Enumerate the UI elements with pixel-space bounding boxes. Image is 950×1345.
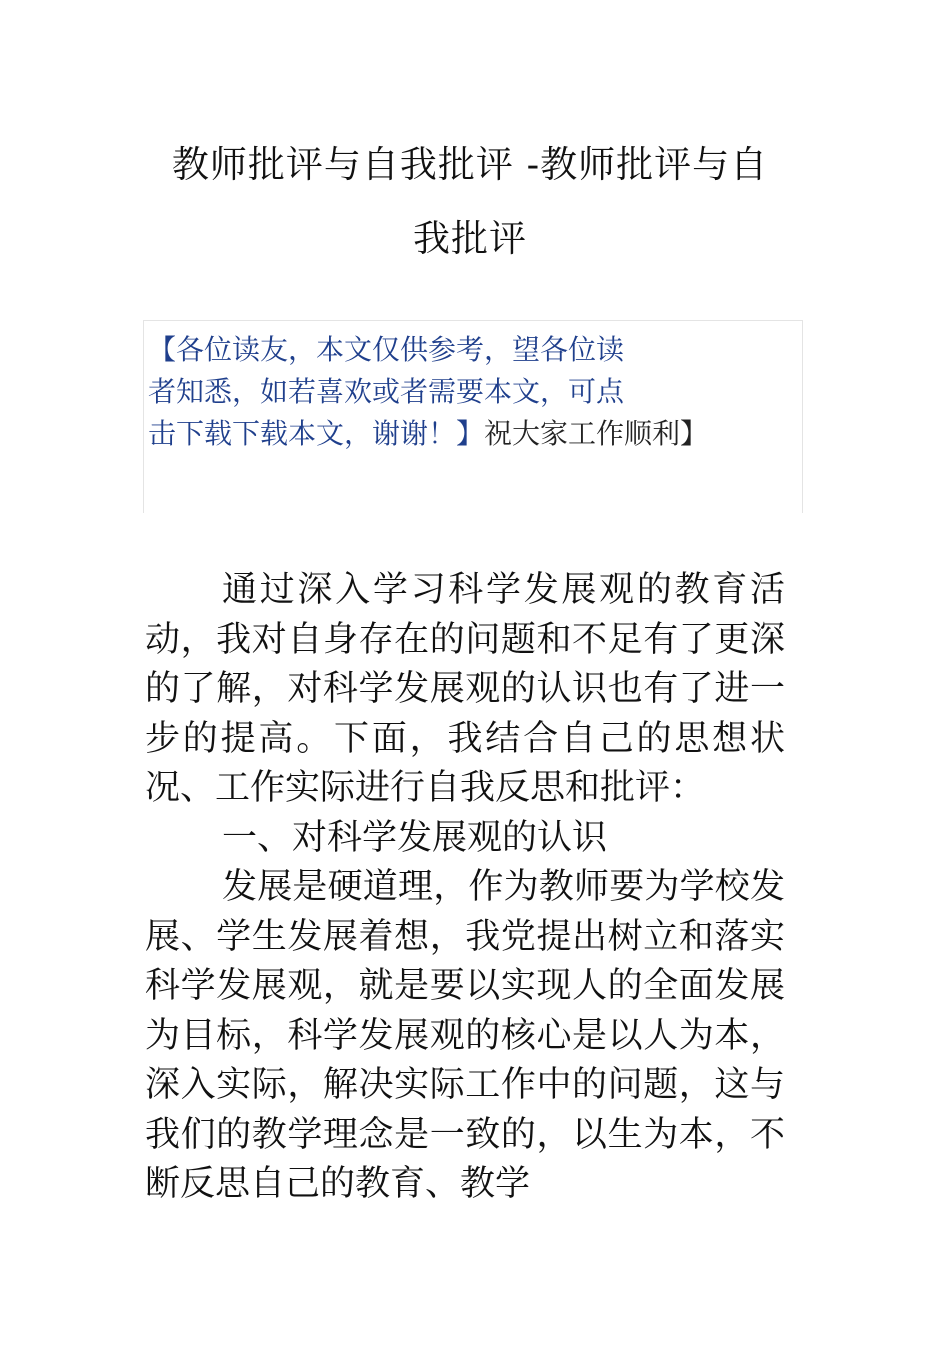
section-heading-1: 一、对科学发展观的认识 bbox=[222, 817, 608, 858]
notice-download-text: 击下载下载本文，谢谢！】 bbox=[148, 417, 485, 450]
body-paragraph-2: 发展是硬道理，作为教师要为学校发展、学生发展着想，我党提出树立和落实科学发展观，就是要以实现人的全面发展为目标，科学发展观的核心是以人为本，深入实际，解决实际工作中的问题，这与我们的教学理念是一致的，以生为本，不断反思自己的教育、教学 bbox=[145, 867, 785, 1204]
notice-line-2: 者知悉，如若喜欢或者需要本文，可点 bbox=[148, 375, 625, 408]
document-body bbox=[145, 566, 785, 1210]
body-paragraph-1: 通过深入学习科学发展观的教育活动，我对自身存在的问题和不足有了更深的了解，对科学发展观的认识也有了进一步的提高。下面，我结合自己的思想状况、工作实际进行自我反思和批评： bbox=[145, 570, 785, 808]
notice-line-3 bbox=[148, 413, 708, 455]
title-line-2: 我批评 bbox=[413, 217, 527, 260]
document-title bbox=[150, 128, 790, 276]
title-line-1: 教师批评与自我批评 -教师批评与自 bbox=[171, 143, 769, 186]
notice-line-1: 【各位读友，本文仅供参考，望各位读 bbox=[148, 333, 625, 366]
notice-wish-text: 祝大家工作顺利】 bbox=[484, 417, 709, 450]
download-notice-box bbox=[143, 320, 803, 513]
